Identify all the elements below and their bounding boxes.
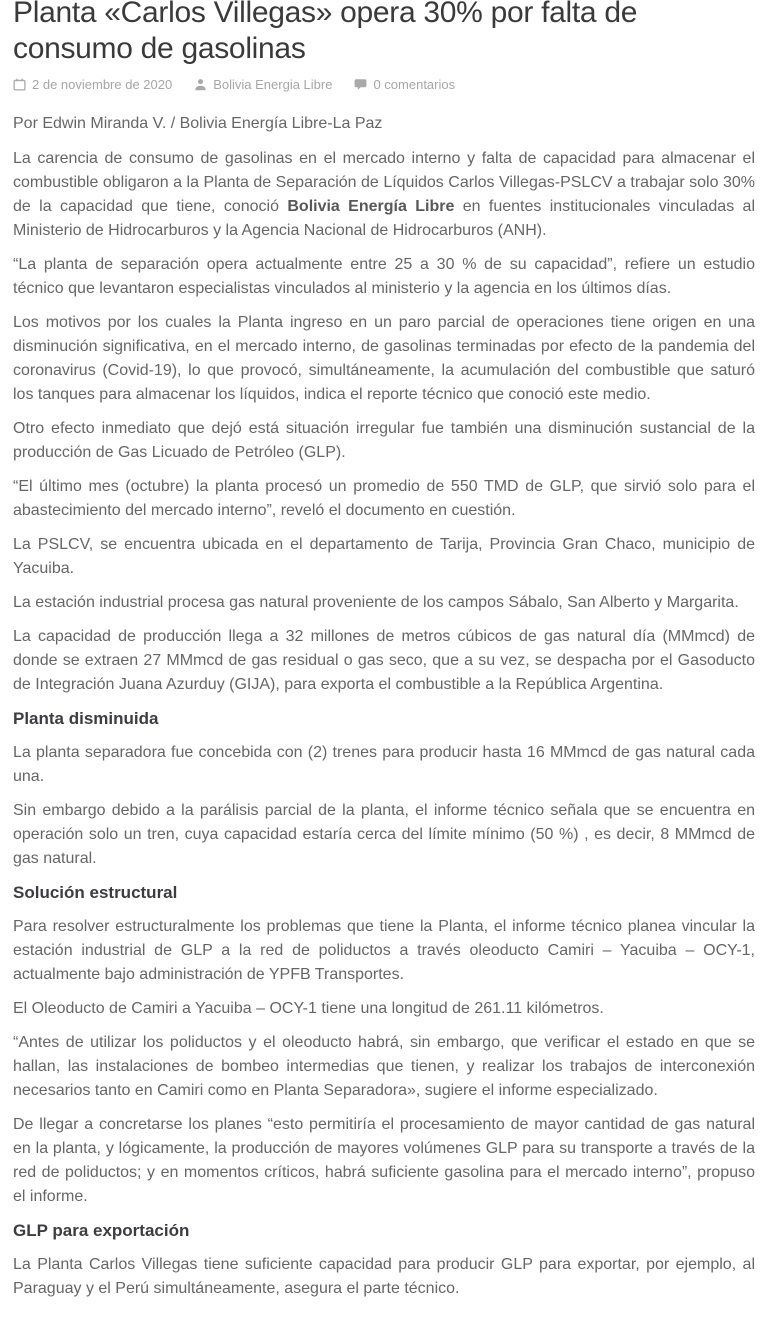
article-paragraph: La carencia de consumo de gasolinas en el mercado interno y falta de capacidad para almacenar el combustible obligaron a la Planta de Separación de Líquidos Carlos Villegas-PSLCV a trabajar solo 30% de la capacidad que tiene, conoció Bolivia Energía Libre en fuentes institucionales vinculadas al Ministerio de Hidrocarburos y la Agencia Nacional de Hidrocarburos (ANH). bbox=[13, 150, 756, 239]
meta-author-label[interactable]: Bolivia Energia Libre bbox=[213, 77, 333, 92]
article-paragraph: El Oleoducto de Camiri a Yacuiba – OCY-1 tiene una longitud de 261.11 kilómetros. bbox=[13, 1000, 604, 1017]
bold-text: Bolivia Energía Libre bbox=[287, 198, 455, 215]
meta-date bbox=[13, 77, 172, 92]
article-paragraph: La Planta Carlos Villegas tiene suficiente capacidad para producir GLP para exportar, por ejemplo, al Paraguay y el Perú simultáneamente, asegura el parte técnico. bbox=[13, 1256, 755, 1297]
article-title: Planta «Carlos Villegas» opera 30% por falta de consumo de gasolinas bbox=[13, 0, 638, 65]
article-paragraph: “La planta de separación opera actualmente entre 25 a 30 % de su capacidad”, refiere un estudio técnico que levantaron especialistas vinculados al ministerio y la agencia en los últimos días. bbox=[13, 256, 755, 297]
article-paragraph: “El último mes (octubre) la planta procesó un promedio de 550 TMD de GLP, que sirvió solo para el abastecimiento del mercado interno”, reveló el documento en cuestión. bbox=[13, 478, 755, 519]
comment-icon bbox=[354, 78, 367, 91]
article-paragraph: La PSLCV, se encuentra ubicada en el departamento de Tarija, Provincia Gran Chaco, municipio de Yacuiba. bbox=[13, 536, 755, 577]
article-paragraph: La estación industrial procesa gas natural proveniente de los campos Sábalo, San Alberto y Margarita. bbox=[13, 594, 739, 611]
section-heading: Planta disminuida bbox=[13, 709, 159, 728]
article-meta-row bbox=[13, 77, 755, 92]
section-heading: GLP para exportación bbox=[13, 1221, 190, 1240]
article-body bbox=[13, 147, 755, 1301]
user-icon bbox=[194, 78, 207, 91]
article-paragraph: “Antes de utilizar los poliductos y el oleoducto habrá, sin embargo, que verificar el estado en que se hallan, las instalaciones de bombeo intermedias que tienen, y realizar los trabajos de interconexión necesarios tanto en Camiri como en Planta Separadora», sugiere el informe especializado. bbox=[13, 1034, 755, 1099]
meta-author[interactable] bbox=[194, 77, 332, 92]
meta-comments[interactable] bbox=[354, 77, 455, 92]
article-paragraph: La capacidad de producción llega a 32 millones de metros cúbicos de gas natural día (MMmcd) de donde se extraen 27 MMmcd de gas residual o gas seco, que a su vez, se despacha por el Gasoducto de Integración Juana Azurduy (GIJA), para exporta el combustible a la República Argentina. bbox=[13, 628, 755, 693]
article-byline: Por Edwin Miranda V. / Bolivia Energía Libre-La Paz bbox=[13, 115, 383, 132]
meta-comments-label[interactable]: 0 comentarios bbox=[373, 77, 456, 92]
calendar-icon bbox=[13, 78, 26, 91]
article-paragraph: Sin embargo debido a la parálisis parcial de la planta, el informe técnico señala que se encuentra en operación solo un tren, cuya capacidad estaría cerca del límite mínimo (50 %) , es decir, 8 MMmcd de gas natural. bbox=[13, 802, 755, 867]
section-heading: Solución estructural bbox=[13, 883, 178, 902]
article-paragraph: Para resolver estructuralmente los problemas que tiene la Planta, el informe técnico planea vincular la estación industrial de GLP a la red de poliductos a través oleoducto Camiri – Yacuiba – OCY-1, actualmente bajo administración de YPFB Transportes. bbox=[13, 918, 755, 983]
article-paragraph: De llegar a concretarse los planes “esto permitiría el procesamiento de mayor cantidad de gas natural en la planta, y lógicamente, la producción de mayores volúmenes GLP para su transporte a través de la red de poliductos; y en momentos críticos, habrá suficiente gasolina para el mercado interno”, propuso el informe. bbox=[13, 1116, 755, 1205]
article-paragraph: Otro efecto inmediato que dejó está situación irregular fue también una disminución sustancial de la producción de Gas Licuado de Petróleo (GLP). bbox=[13, 420, 755, 461]
article-paragraph: Los motivos por los cuales la Planta ingreso en un paro parcial de operaciones tiene origen en una disminución significativa, en el mercado interno, de gasolinas terminadas por efecto de la pandemia del coronavirus (Covid-19), lo que provocó, simultáneamente, la acumulación del combustible que saturó los tanques para almacenar los líquidos, indica el reporte técnico que conoció este medio. bbox=[13, 314, 755, 403]
meta-date-label: 2 de noviembre de 2020 bbox=[32, 77, 173, 92]
article-paragraph: La planta separadora fue concebida con (2) trenes para producir hasta 16 MMmcd de gas natural cada una. bbox=[13, 744, 755, 785]
